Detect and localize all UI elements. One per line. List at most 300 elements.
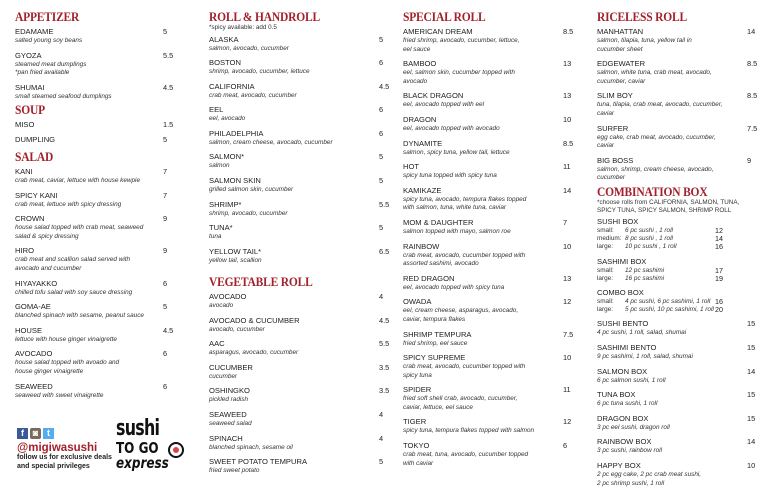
section-title: APPETIZER (15, 10, 80, 24)
menu-item (209, 315, 390, 335)
item-name: TIGER (403, 417, 427, 427)
item-description: salmon, white tuna, crab meat, avocado, (597, 69, 712, 77)
facebook-icon[interactable]: f (17, 428, 28, 439)
menu-section (597, 185, 757, 493)
item-name: MISO (15, 120, 35, 129)
size-option (597, 243, 725, 251)
item-price: 14 (563, 185, 572, 195)
item-description: crab meat, tuna, avocado, cucumber topped (403, 451, 529, 459)
item-description: cucumber, caviar (597, 77, 646, 85)
item-description: crab meat, avocado, cucumber topped with (403, 251, 526, 259)
item-name: RAINBOW BOX (597, 437, 652, 447)
item-description: 2 pc shrimp sushi, 1 roll (597, 479, 665, 487)
size-label: small: (597, 266, 614, 274)
item-description: avocado and cucumber (15, 264, 82, 272)
item-description: lettuce with house ginger vinaigrette (15, 335, 117, 343)
item-name: SHRIMP TEMPURA (403, 329, 472, 339)
instagram-icon[interactable]: ◙ (30, 428, 41, 439)
menu-item (403, 297, 581, 324)
item-price: 5 (379, 457, 384, 467)
item-price: 9 (163, 246, 168, 256)
item-description: salmon topped with mayo, salmon roe (403, 227, 511, 235)
item-price: 7.5 (747, 123, 758, 133)
item-description: seaweed salad (209, 419, 252, 427)
menu-item (209, 386, 390, 405)
size-price: 16 (715, 242, 723, 252)
item-price: 5 (163, 135, 168, 144)
item-price: 10 (563, 114, 572, 124)
item-description: spicy tuna, avocado, tempura flakes topped (403, 195, 527, 203)
menu-item (597, 461, 757, 488)
size-description: 5 pc sushi, 10 pc sashimi, 1 roll (625, 306, 714, 314)
menu-item (15, 135, 193, 145)
item-description: cucumber (209, 372, 238, 380)
item-price: 10 (747, 460, 756, 470)
item-description: pickled radish (209, 396, 249, 404)
item-description: spicy tuna (403, 371, 432, 379)
item-description: salmon, cream cheese, avocado, cucumber (209, 138, 333, 146)
item-price: 8.5 (747, 59, 758, 69)
menu-section (209, 275, 390, 481)
item-price: 12 (563, 297, 572, 307)
item-name: OWADA (403, 297, 432, 307)
size-option (597, 267, 725, 275)
size-option (597, 298, 725, 306)
size-price: 20 (715, 305, 723, 315)
item-name: COMBO BOX (597, 288, 644, 298)
item-description: avocado, cucumber (209, 325, 265, 333)
item-name: SALMON BOX (597, 366, 648, 376)
section-title: RICELESS ROLL (597, 10, 687, 24)
menu-item (15, 302, 193, 321)
menu-section (15, 150, 193, 405)
menu-section (209, 10, 390, 270)
menu-item (15, 191, 193, 210)
logo-line: express (116, 454, 169, 472)
menu-item (209, 129, 387, 148)
item-description: house salad topped with avoado and (15, 359, 120, 367)
item-name: GYOZA (15, 50, 42, 60)
menu-item (209, 58, 387, 77)
item-price: 6 (563, 441, 568, 451)
item-description: salmon, shrimp, cream cheese, avocado, (597, 165, 714, 173)
item-description: 3 pc sushi, rainbow roll (597, 447, 663, 455)
section-title: COMBINATION BOX (597, 185, 708, 199)
section-title: SALAD (15, 150, 54, 164)
menu-section (15, 10, 193, 106)
item-name: DRAGON BOX (597, 413, 649, 423)
item-description: 4 pc sushi, 1 roll, salad, shumai (597, 329, 687, 337)
item-description: house ginger vinaigrette (15, 367, 84, 375)
item-description: eel, avocado (209, 115, 246, 123)
item-name: SASHIMI BOX (597, 256, 647, 266)
item-description: house salad topped with crab meat, seaweed (15, 224, 144, 232)
menu-item (597, 319, 757, 338)
item-description: tuna, tilapia, crab meat, avocado, cucumber, (597, 101, 723, 109)
menu-item (209, 152, 387, 171)
menu-item (403, 441, 581, 468)
menu-item (15, 349, 193, 376)
item-description: fried soft shell crab, avocado, cucumber, (403, 395, 518, 403)
item-description: crab meat, lettuce with spicy dressing (15, 200, 122, 208)
menu-item (403, 59, 581, 86)
item-description: assorted sashimi, avocado (403, 260, 479, 268)
item-price: 13 (563, 59, 572, 69)
item-name: AMERICAN DREAM (403, 27, 473, 36)
item-price: 5.5 (379, 339, 390, 349)
item-description: crab meat, avocado, cucumber topped with (403, 363, 526, 371)
menu-item (403, 385, 581, 412)
menu-item (597, 257, 757, 283)
item-description: eel, avocado topped with avocado (403, 124, 500, 132)
size-label: large: (597, 306, 613, 314)
item-description: 6 pc tuna sushi, 1 roll (597, 400, 658, 408)
item-price: 9 (163, 214, 168, 224)
item-name: HIRO (15, 246, 34, 256)
item-price: 7 (163, 167, 168, 176)
menu-item (15, 120, 193, 130)
menu-item (403, 417, 581, 436)
item-price: 4 (379, 433, 384, 443)
item-description: with salmon, tuna, white tuna, caviar (403, 204, 507, 212)
logo-line: TO GO (116, 439, 159, 457)
item-description: 2 pc egg cake, 2 pc crab meat sushi, (597, 470, 702, 478)
menu-item (209, 35, 387, 54)
follow-text: follow us for exclusive deals (17, 454, 112, 461)
item-description: blanched spinach with sesame, peanut sauce (15, 312, 144, 320)
menu-item (209, 410, 387, 429)
item-price: 6 (163, 278, 168, 288)
item-name: OSHINGKO (209, 386, 250, 396)
menu-item (403, 242, 581, 269)
item-description: crab meat and scallion salad served with (15, 256, 131, 264)
menu-item (403, 330, 581, 349)
size-option (597, 235, 725, 243)
item-name: RED DRAGON (403, 273, 455, 283)
item-name: TUNA BOX (597, 390, 636, 400)
item-name: DRAGON (403, 114, 437, 124)
menu-item (209, 199, 390, 219)
item-price: 14 (747, 27, 756, 36)
item-description: seaweed with sweet vinaigrette (15, 391, 104, 399)
item-price: 8.5 (563, 27, 574, 36)
item-price: 13 (563, 273, 572, 283)
menu-item (597, 91, 757, 118)
item-price: 6 (379, 58, 384, 68)
item-description: shrimp, avocado, cucumber, lettuce (209, 68, 310, 76)
item-description: eel sauce (403, 45, 431, 53)
logo-line: sushi (116, 416, 160, 441)
item-description: blanched spinach, sesame oil (209, 443, 293, 451)
item-name: AAC (209, 339, 225, 349)
item-description: shrimp, avocado, cucumber (209, 209, 288, 217)
item-description: eel, avocado topped with spicy tuna (403, 283, 505, 291)
item-description: eel, avocado topped with eel (403, 101, 485, 109)
twitter-icon[interactable]: t (43, 428, 54, 439)
item-description: caviar (597, 109, 615, 117)
menu-item (403, 186, 581, 213)
item-price: 9 (747, 155, 752, 165)
menu-item (15, 27, 193, 46)
item-price: 5.5 (379, 199, 390, 209)
item-name: AVOCADO (209, 292, 247, 301)
menu-item (15, 214, 193, 241)
item-name: DUMPLING (15, 135, 56, 144)
menu-item (597, 156, 757, 183)
sushi-roll-icon (168, 442, 184, 458)
item-description: caviar (597, 142, 615, 150)
item-name: BAMBOO (403, 59, 437, 69)
item-name: KANI (15, 167, 33, 176)
item-price: 4.5 (163, 325, 174, 335)
item-name: PHILADELPHIA (209, 128, 264, 138)
menu-item (209, 292, 387, 311)
item-price: 14 (747, 366, 756, 376)
menu-item (15, 279, 193, 298)
item-description: salmon, spicy tuna, yellow tail, lettuce (403, 148, 510, 156)
size-description: 16 pc sashimi (625, 274, 665, 282)
item-name: SEAWEED (15, 381, 53, 391)
item-price: 5 (163, 302, 168, 312)
section-note: *choose rolls from CALIFORNIA, SALMON, TUNA, SPICY TUNA, SPICY SALMON, SHRIMP ROLL (597, 199, 740, 214)
item-price: 12 (563, 417, 572, 427)
size-option (597, 306, 725, 314)
size-description: 6 pc sushi , 1 roll (625, 227, 673, 234)
menu-item (403, 218, 581, 237)
item-description: with caviar (403, 459, 434, 467)
menu-section (597, 10, 757, 188)
item-name: MANHATTAN (597, 27, 644, 36)
item-name: EEL (209, 105, 224, 115)
item-name: HOUSE (15, 325, 43, 335)
item-name: BIG BOSS (597, 155, 634, 165)
item-name: SURFER (597, 123, 629, 133)
item-price: 13 (563, 91, 572, 101)
menu-item (403, 27, 581, 54)
menu-item (403, 91, 581, 110)
item-description: avocado (403, 77, 428, 85)
item-name: EDAMAME (15, 27, 54, 36)
item-name: DYNAMITE (403, 138, 443, 148)
social-handle[interactable]: @migiwasushi (17, 442, 98, 454)
item-price: 6 (163, 349, 168, 359)
menu-item (597, 217, 757, 252)
menu-section (15, 103, 193, 150)
item-price: 8.5 (747, 91, 758, 101)
item-name: BOSTON (209, 58, 241, 68)
item-name: SASHIMI BENTO (597, 343, 657, 353)
menu-item (15, 51, 193, 78)
item-description: salmon, avocado, cucumber (209, 44, 289, 52)
item-description: salad & spicy dressing (15, 232, 79, 240)
item-price: 6 (379, 128, 384, 138)
menu-item (209, 81, 390, 101)
item-description: grilled salmon skin, cucumber (209, 186, 294, 194)
item-description: eel, cream cheese, asparagus, avocado, (403, 307, 519, 315)
item-price: 5 (163, 27, 168, 36)
item-name: SPIDER (403, 385, 432, 395)
item-price: 7 (163, 190, 168, 200)
menu-item (597, 414, 757, 433)
size-label: large: (597, 274, 613, 282)
section-title: SOUP (15, 103, 45, 117)
size-price: 19 (715, 273, 723, 283)
follow-text: and special privileges (17, 462, 90, 470)
size-label: medium: (597, 235, 622, 243)
item-price: 3.5 (379, 362, 390, 372)
menu-item (597, 59, 757, 86)
item-price: 4 (379, 292, 384, 301)
item-description: 3 pc eel sushi, dragon roll (597, 423, 670, 431)
menu-item (403, 162, 581, 181)
item-description: yellow tail, scallion (209, 256, 262, 264)
item-name: SWEET POTATO TEMPURA (209, 457, 308, 467)
size-price: 14 (715, 234, 723, 244)
item-price: 4.5 (379, 81, 390, 91)
item-name: EDGEWATER (597, 59, 646, 69)
menu-item (597, 437, 757, 456)
item-description: salmon, tilapia, tuna, yellow tail in (597, 37, 692, 44)
menu-item (15, 246, 193, 273)
menu-item (403, 353, 581, 380)
item-name: SALMON* (209, 152, 245, 162)
menu-item (403, 115, 581, 134)
menu-item (209, 457, 387, 476)
item-price: 10 (563, 353, 572, 363)
item-price: 8.5 (563, 138, 574, 148)
size-description: 8 pc sushi , 1 roll (625, 235, 673, 243)
item-price: 15 (747, 390, 756, 400)
item-name: AVOCADO (15, 349, 53, 359)
item-name: BLACK DRAGON (403, 91, 464, 101)
item-description: *pan fried available (15, 69, 70, 77)
item-price: 5 (379, 223, 384, 233)
size-price: 16 (715, 297, 723, 307)
item-price: 15 (747, 319, 756, 329)
item-price: 6 (379, 105, 384, 115)
item-price: 11 (563, 162, 571, 172)
item-description: spicy tuna, tempura flakes topped with salmon (403, 427, 535, 435)
menu-item (403, 274, 581, 293)
item-name: CALIFORNIA (209, 81, 255, 91)
menu-item (209, 362, 390, 382)
menu-section (403, 10, 581, 473)
item-name: AVOCADO & CUCUMBER (209, 315, 300, 325)
item-description: spicy tuna topped with spicy tuna (403, 172, 497, 180)
menu-item (209, 223, 387, 242)
section-title: SPECIAL ROLL (403, 10, 486, 24)
item-name: SUSHI BOX (597, 217, 639, 226)
item-description: salmon (209, 162, 230, 170)
menu-item (403, 139, 581, 158)
item-description: fried shrimp, eel sauce (403, 339, 468, 347)
menu-item (209, 105, 387, 124)
item-name: SHUMAI (15, 82, 45, 92)
size-label: small: (597, 298, 614, 306)
item-description: caviar, lettuce, eel sauce (403, 403, 473, 411)
menu-item (597, 343, 757, 362)
menu-item (15, 167, 193, 186)
menu-item (209, 176, 387, 195)
item-description: steamed meat dumplings (15, 60, 87, 68)
item-price: 5.5 (163, 50, 174, 60)
item-price: 15 (747, 343, 756, 353)
item-price: 4 (379, 409, 384, 419)
item-description: cucumber sheet (597, 45, 643, 53)
item-name: KAMIKAZE (403, 185, 442, 195)
sushi-to-go-logo (116, 418, 186, 471)
size-label: small: (597, 227, 614, 234)
item-description: eel, salmon skin, cucumber topped with (403, 69, 515, 77)
size-price: 12 (715, 226, 723, 235)
item-name: SUSHI BENTO (597, 319, 649, 329)
section-title: VEGETABLE ROLL (209, 275, 313, 289)
item-name: GOMA-AE (15, 302, 51, 312)
section-note: *spicy available: add 0.5 (209, 24, 277, 31)
item-price: 3.5 (379, 386, 390, 396)
item-description: avocado (209, 302, 234, 309)
item-price: 10 (563, 241, 572, 251)
item-name: TUNA* (209, 223, 233, 233)
item-price: 5 (379, 34, 384, 44)
item-name: RAINBOW (403, 241, 440, 251)
item-price: 7.5 (563, 329, 574, 339)
item-price: 11 (563, 385, 571, 395)
menu-item (15, 382, 193, 401)
item-name: SLIM BOY (597, 91, 633, 101)
size-option (597, 275, 725, 283)
item-price: 4.5 (379, 315, 390, 325)
item-description: 6 pc salmon sushi, 1 roll (597, 376, 666, 384)
item-description: crab meat, caviar, lettuce with house kewpie (15, 177, 141, 184)
menu-item (15, 83, 193, 102)
item-name: MOM & DAUGHTER (403, 217, 474, 227)
item-price: 14 (747, 437, 756, 447)
item-description: fried shrimp, avocado, cucumber, lettuce, (403, 37, 520, 44)
item-price: 5 (379, 176, 384, 186)
item-description: salted young soy beans (15, 37, 83, 44)
size-description: 4 pc sushi, 6 pc sashimi, 1 roll (625, 298, 711, 306)
item-name: TOKYO (403, 441, 430, 451)
menu-item (597, 124, 757, 151)
item-description: small steamed seafood dumplings (15, 92, 112, 100)
item-description: egg cake, crab meat, avocado, cucumber, (597, 133, 716, 141)
item-price: 4.5 (163, 82, 174, 92)
item-price: 6 (163, 381, 168, 391)
item-name: SHRIMP* (209, 199, 242, 209)
size-description: 12 pc sashimi (625, 266, 665, 274)
item-name: SPINACH (209, 433, 243, 443)
item-description: chilled tofu salad with soy sauce dressing (15, 288, 133, 296)
item-description: asparagus, avocado, cucumber (209, 349, 299, 357)
item-name: HOT (403, 162, 420, 172)
item-description: 9 pc sashimi, 1 roll, salad, shumai (597, 353, 693, 361)
item-name: ALASKA (209, 34, 239, 44)
item-name: CUCUMBER (209, 362, 253, 372)
menu-item (597, 390, 757, 409)
item-description: cucumber (597, 174, 626, 182)
item-description: caviar, tempura flakes (403, 315, 466, 323)
item-name: SALMON SKIN (209, 176, 261, 186)
item-description: fried sweet potato (209, 467, 260, 475)
item-name: YELLOW TAIL* (209, 246, 262, 256)
menu-item (209, 246, 390, 266)
item-price: 5 (379, 152, 384, 162)
menu-item (15, 326, 193, 345)
size-description: 10 pc sushi , 1 roll (625, 243, 677, 251)
item-name: HIYAYAKKO (15, 278, 58, 288)
item-name: CROWN (15, 214, 45, 224)
